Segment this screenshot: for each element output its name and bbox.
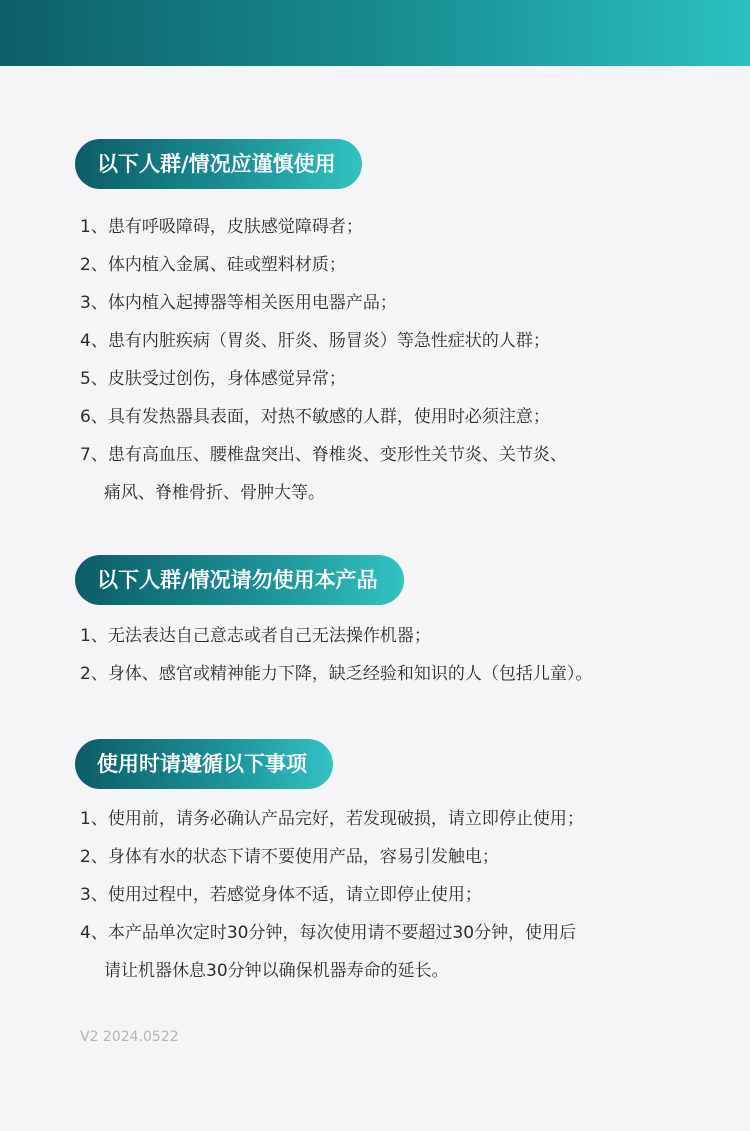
list-item-continuation: 请让机器休息30分钟以确保机器寿命的延长。 bbox=[104, 961, 449, 981]
list-item: 4、本产品单次定时30分钟，每次使用请不要超过30分钟，使用后 bbox=[80, 923, 577, 943]
list-item: 6、具有发热器具表面，对热不敏感的人群，使用时必须注意； bbox=[80, 407, 550, 427]
top-banner bbox=[0, 0, 750, 66]
list-item: 7、患有高血压、腰椎盘突出、脊椎炎、变形性关节炎、关节炎、 bbox=[80, 445, 567, 465]
usage-notes-list bbox=[80, 800, 720, 990]
list-item: 1、使用前，请务必确认产品完好，若发现破损，请立即停止使用； bbox=[80, 809, 584, 829]
section-title-prohibited: 以下人群/情况请勿使用本产品 bbox=[75, 555, 404, 605]
version-label: V2 2024.0522 bbox=[80, 1029, 179, 1045]
list-item: 1、无法表达自己意志或者自己无法操作机器； bbox=[80, 626, 431, 646]
list-item: 4、患有内脏疾病（胃炎、肝炎、肠冒炎）等急性症状的人群； bbox=[80, 331, 550, 351]
list-item: 5、皮肤受过创伤，身体感觉异常； bbox=[80, 369, 346, 389]
list-item-continuation: 痛风、脊椎骨折、骨肿大等。 bbox=[104, 483, 325, 503]
list-item: 2、身体有水的状态下请不要使用产品，容易引发触电； bbox=[80, 847, 499, 867]
caution-list bbox=[80, 208, 720, 512]
list-item: 3、使用过程中，若感觉身体不适，请立即停止使用； bbox=[80, 885, 482, 905]
list-item: 2、体内植入金属、硅或塑料材质； bbox=[80, 255, 346, 275]
list-item: 3、体内植入起搏器等相关医用电器产品； bbox=[80, 293, 397, 313]
list-item: 2、身体、感官或精神能力下降，缺乏经验和知识的人（包括儿童）。 bbox=[80, 664, 593, 684]
section-title-usage-notes: 使用时请遵循以下事项 bbox=[75, 739, 333, 789]
prohibited-list bbox=[80, 617, 720, 693]
list-item: 1、患有呼吸障碍，皮肤感觉障碍者； bbox=[80, 217, 363, 237]
section-title-caution: 以下人群/情况应谨慎使用 bbox=[75, 139, 362, 189]
